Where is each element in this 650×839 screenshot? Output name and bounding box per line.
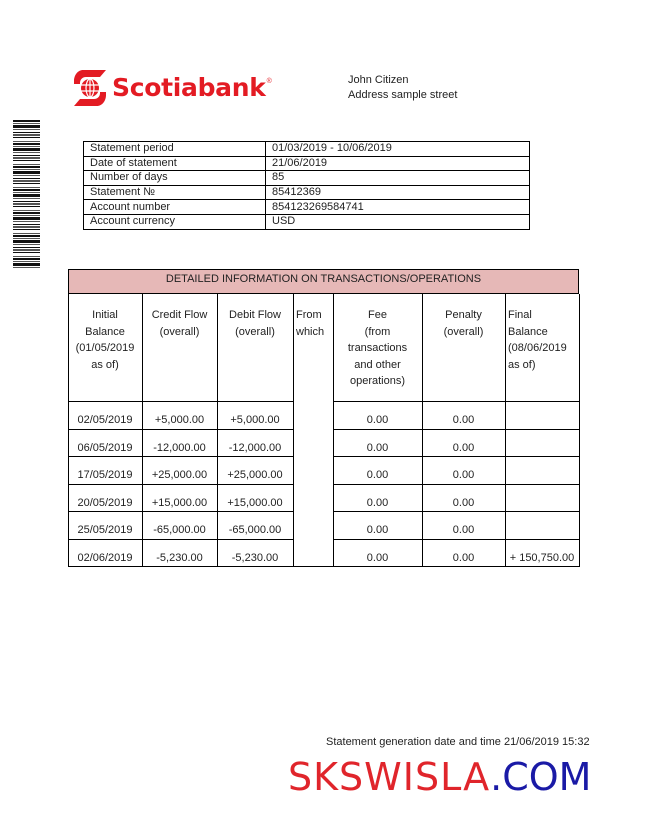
barcode-bar: [13, 132, 40, 133]
info-row: [84, 171, 530, 186]
scotiabank-s-globe-icon: [74, 70, 106, 106]
barcode-bar: [13, 258, 40, 260]
cell-fee: 0.00: [366, 469, 389, 481]
barcode-bar: [13, 164, 40, 165]
info-label: Account currency: [84, 214, 266, 229]
cell-date: 17/05/2019: [77, 469, 133, 481]
watermark-main: SKSWISLA: [288, 755, 491, 799]
info-row: [84, 156, 530, 171]
cell-debit: +15,000.00: [227, 496, 283, 509]
barcode-bar: [13, 229, 40, 230]
barcode-bar: [13, 123, 40, 124]
barcode-bar: [13, 201, 40, 202]
barcode-icon: [13, 120, 40, 268]
info-label: Date of statement: [84, 156, 266, 171]
info-value: 21/06/2019: [266, 156, 530, 171]
barcode-bar: [13, 160, 40, 161]
info-row: [84, 214, 530, 229]
customer-address: Address sample street: [348, 89, 458, 101]
barcode-bar: [13, 233, 40, 234]
barcode-bar: [13, 141, 40, 142]
barcode-bar: [13, 203, 40, 205]
info-label: Statement №: [84, 185, 266, 200]
barcode-bar: [13, 137, 40, 138]
barcode-bar: [13, 238, 40, 239]
barcode-bar: [13, 183, 40, 184]
barcode-bar: [13, 171, 40, 174]
barcode-bar: [13, 215, 40, 216]
info-row: [84, 200, 530, 215]
column-header: Initial Balance (01/05/2019 as of): [75, 309, 135, 371]
barcode-bar: [13, 166, 40, 168]
cell-penalty: 0.00: [452, 414, 475, 426]
barcode-bar: [13, 178, 40, 179]
customer-address-block: [348, 73, 457, 103]
cell-penalty: 0.00: [452, 441, 475, 454]
info-label: Number of days: [84, 171, 266, 186]
cell-date: 20/05/2019: [77, 496, 133, 509]
cell-penalty: 0.00: [452, 469, 475, 481]
cell-credit: +15,000.00: [151, 496, 208, 509]
table-row: [68, 511, 579, 539]
barcode-bar: [13, 212, 40, 214]
cell-credit: -65,000.00: [153, 524, 206, 536]
barcode-bar: [13, 157, 40, 159]
generation-timestamp: Statement generation date and time 21/06/2019 15:32: [326, 736, 590, 748]
bank-name: Scotiabank: [112, 73, 266, 102]
barcode-bar: [13, 125, 40, 128]
cell-debit: -12,000.00: [228, 441, 282, 454]
barcode-bar: [13, 175, 40, 176]
cell-credit: -5,230.00: [156, 551, 203, 564]
barcode-bar: [13, 189, 40, 191]
customer-name: John Citizen: [348, 74, 409, 86]
column-header: Final Balance (08/06/2019 as of): [508, 309, 567, 371]
cell-penalty: 0.00: [452, 496, 475, 509]
info-value: 854123269584741: [266, 200, 530, 215]
info-label: Statement period: [84, 142, 266, 157]
info-value: 01/03/2019 - 10/06/2019: [266, 142, 530, 157]
registered-mark: ®: [266, 78, 272, 85]
cell-penalty: 0.00: [452, 524, 475, 536]
cell-credit: -12,000.00: [153, 441, 206, 454]
barcode-bar: [13, 244, 40, 245]
cell-fee: 0.00: [366, 414, 389, 426]
barcode-bar: [13, 155, 40, 156]
transactions-table: [68, 269, 580, 565]
barcode-bar: [13, 146, 40, 147]
table-row: [68, 539, 579, 567]
barcode-bar: [13, 206, 40, 207]
barcode-bar: [13, 143, 40, 145]
barcode-bar: [13, 148, 40, 151]
barcode-bar: [13, 249, 40, 251]
barcode-bar: [13, 129, 40, 130]
barcode-bar: [13, 198, 40, 199]
cell-debit: +25,000.00: [227, 469, 283, 481]
barcode-bar: [13, 210, 40, 211]
column-header: Debit Flow (overall): [229, 309, 281, 338]
barcode-bar: [13, 120, 40, 122]
watermark: [288, 754, 591, 800]
info-row: [84, 185, 530, 200]
table-row: [68, 484, 579, 512]
barcode-bar: [13, 192, 40, 193]
barcode-bar: [13, 261, 40, 262]
cell-date: 02/05/2019: [77, 414, 133, 426]
info-label: Account number: [84, 200, 266, 215]
cell-credit: +25,000.00: [151, 469, 208, 481]
table-row: [68, 429, 579, 457]
cell-penalty: 0.00: [452, 551, 475, 564]
cell-credit: +5,000.00: [154, 414, 205, 426]
cell-date: 06/05/2019: [77, 441, 133, 454]
table-border: [68, 566, 580, 567]
barcode-bar: [13, 240, 40, 243]
column-header: Penalty (overall): [443, 309, 484, 338]
barcode-bar: [13, 267, 40, 268]
cell-debit: -65,000.00: [228, 524, 282, 536]
table-row: [68, 401, 579, 429]
cell-fee: 0.00: [366, 524, 389, 536]
barcode-bar: [13, 217, 40, 220]
barcode-bar: [13, 252, 40, 253]
barcode-bar: [13, 263, 40, 266]
column-header: Credit Flow (overall): [151, 309, 208, 338]
column-header: Fee (from transactions and other operations): [347, 309, 408, 387]
barcode-bar: [13, 224, 40, 225]
cell-fee: 0.00: [366, 441, 389, 454]
cell-date: 02/06/2019: [77, 551, 133, 564]
table-border: [579, 294, 580, 566]
cell-fee: 0.00: [366, 551, 389, 564]
barcode-bar: [13, 235, 40, 237]
barcode-bar: [13, 221, 40, 222]
barcode-bar: [13, 134, 40, 136]
barcode-bar: [13, 194, 40, 197]
barcode-bar: [13, 247, 40, 248]
statement-info-table: [83, 141, 530, 230]
info-value: USD: [266, 214, 530, 229]
barcode-bar: [13, 187, 40, 188]
table-row: [68, 456, 579, 484]
watermark-suffix: .COM: [490, 755, 592, 799]
info-value: 85412369: [266, 185, 530, 200]
info-row: [84, 142, 530, 157]
cell-debit: +5,000.00: [230, 414, 280, 426]
cell-final: + 150,750.00: [509, 551, 575, 564]
barcode-bar: [13, 256, 40, 257]
barcode-bar: [13, 180, 40, 182]
cell-debit: -5,230.00: [231, 551, 279, 564]
column-header: From which: [296, 309, 325, 338]
cell-date: 25/05/2019: [77, 524, 133, 536]
transactions-title: DETAILED INFORMATION ON TRANSACTIONS/OPERATIONS: [68, 269, 579, 294]
cell-fee: 0.00: [366, 496, 389, 509]
barcode-bar: [13, 169, 40, 170]
info-value: 85: [266, 171, 530, 186]
barcode-bar: [13, 152, 40, 153]
barcode-bar: [13, 226, 40, 228]
scotiabank-logo: [74, 70, 272, 106]
